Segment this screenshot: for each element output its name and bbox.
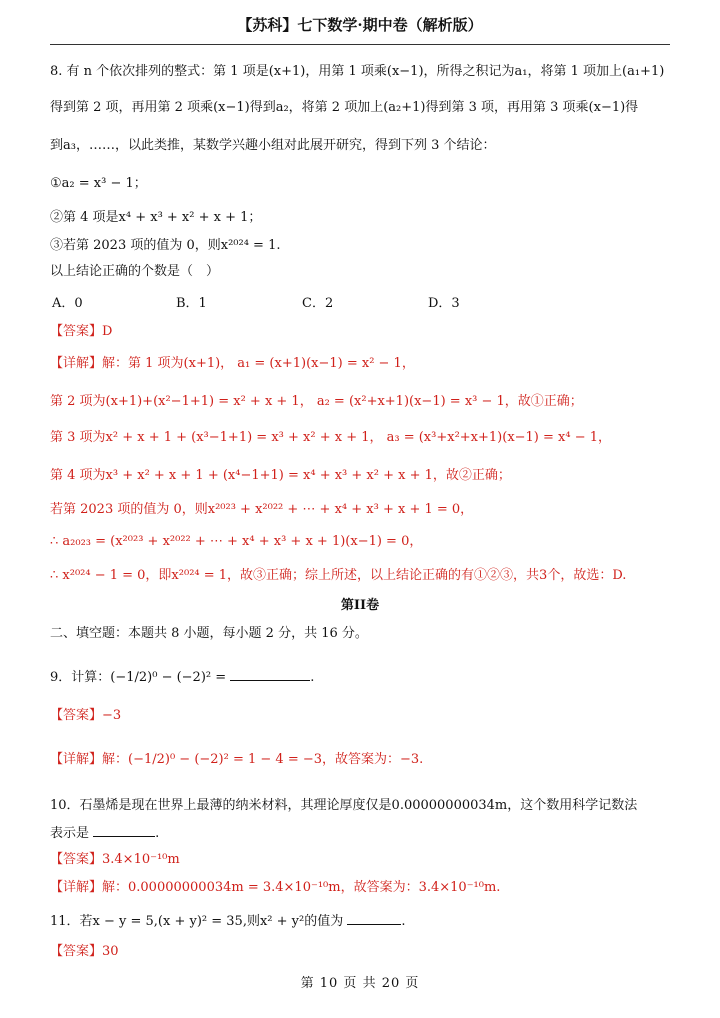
q10-answer: 【答案】3.4×10⁻¹⁰m xyxy=(50,852,180,867)
q8-prompt: 以上结论正确的个数是（ ） xyxy=(50,264,220,279)
q11-question-text: 11．若x − y = 5,(x + y)² = 35,则x² + y²的值为 xyxy=(50,914,344,929)
page-footer: 第 10 页 共 20 页 xyxy=(300,976,420,991)
q10-explain: 【详解】解：0.00000000034m = 3.4×10⁻¹⁰m，故答案为：3.4×10⁻¹⁰m. xyxy=(50,880,501,895)
q8-explain-6: ∴ a₂₀₂₃ = (x²⁰²³ + x²⁰²² + ⋯ + x⁴ + x³ + x + 1)(x−1) = 0， xyxy=(50,534,423,549)
q8-explain-2: 第 2 项为(x+1)+(x²−1+1) = x² + x + 1， a₂ = (x²+x+1)(x−1) = x³ − 1，故①正确； xyxy=(50,394,583,409)
page-header: 【苏科】七下数学·期中卷（解析版） xyxy=(237,16,483,34)
q8-line-1: 8. 有 n 个依次排列的整式：第 1 项是(x+1)，用第 1 项乘(x−1)，所得之积记为a₁，将第 1 项加上(a₁+1) xyxy=(50,64,665,79)
section-intro: 二、填空题：本题共 8 小题，每小题 2 分，共 16 分。 xyxy=(50,626,368,641)
q8-conclusion-1: ①a₂ = x³ − 1； xyxy=(50,176,147,191)
q9-answer-blank xyxy=(230,666,310,681)
q8-explain-4: 第 4 项为x³ + x² + x + 1 + (x⁴−1+1) = x⁴ + x³ + x² + x + 1，故②正确； xyxy=(50,468,511,483)
section-title: 第II卷 xyxy=(340,598,380,613)
q8-explain-1: 【详解】解：第 1 项为(x+1)， a₁ = (x+1)(x−1) = x² − 1， xyxy=(50,356,415,371)
q10-question-1: 10．石墨烯是现在世界上最薄的纳米材料，其理论厚度仅是0.00000000034m，这个数用科学记数法 xyxy=(50,798,638,813)
q8-explain-3: 第 3 项为x² + x + 1 + (x³−1+1) = x³ + x² + x + 1， a₃ = (x³+x²+x+1)(x−1) = x⁴ − 1， xyxy=(50,430,612,445)
q10-answer-blank xyxy=(93,822,155,837)
q9-explain: 【详解】解：(−1/2)⁰ − (−2)² = 1 − 4 = −3，故答案为：−3. xyxy=(50,752,424,767)
q8-conclusion-3: ③若第 2023 项的值为 0，则x²⁰²⁴ = 1. xyxy=(50,238,281,253)
q11-answer-blank xyxy=(347,910,401,925)
q10-question-2-text: 表示是 xyxy=(50,826,90,841)
q8-line-3: 到a₃，……，以此类推，某数学兴趣小组对此展开研究，得到下列 3 个结论： xyxy=(50,138,496,153)
q10-question-2: 表示是 . xyxy=(50,822,680,844)
q8-option-a: A．0 xyxy=(52,296,83,311)
q8-option-d: D．3 xyxy=(428,296,460,311)
q9-question: 9．计算：(−1/2)⁰ − (−2)² = . xyxy=(50,666,680,688)
q8-line-2: 得到第 2 项，再用第 2 项乘(x−1)得到a₂，将第 2 项加上(a₂+1)得到第 3 项，再用第 3 项乘(x−1)得 xyxy=(50,100,639,115)
q8-answer: 【答案】D xyxy=(50,324,113,339)
q8-option-c: C．2 xyxy=(302,296,334,311)
q11-question: 11．若x − y = 5,(x + y)² = 35,则x² + y²的值为 . xyxy=(50,910,680,932)
q8-explain-5: 若第 2023 项的值为 0，则x²⁰²³ + x²⁰²² + ⋯ + x⁴ + x³ + x + 1 = 0， xyxy=(50,502,474,517)
q8-conclusion-2: ②第 4 项是x⁴ + x³ + x² + x + 1； xyxy=(50,210,262,225)
q8-option-b: B．1 xyxy=(176,296,207,311)
q8-explain-7: ∴ x²⁰²⁴ − 1 = 0，即x²⁰²⁴ = 1，故③正确；综上所述，以上结论正确的有①②③，共3个，故选：D. xyxy=(50,568,627,583)
q9-question-text: 9．计算：(−1/2)⁰ − (−2)² = xyxy=(50,670,227,685)
q11-answer: 【答案】30 xyxy=(50,944,119,959)
header-divider xyxy=(50,44,670,45)
q9-answer: 【答案】−3 xyxy=(50,708,122,723)
